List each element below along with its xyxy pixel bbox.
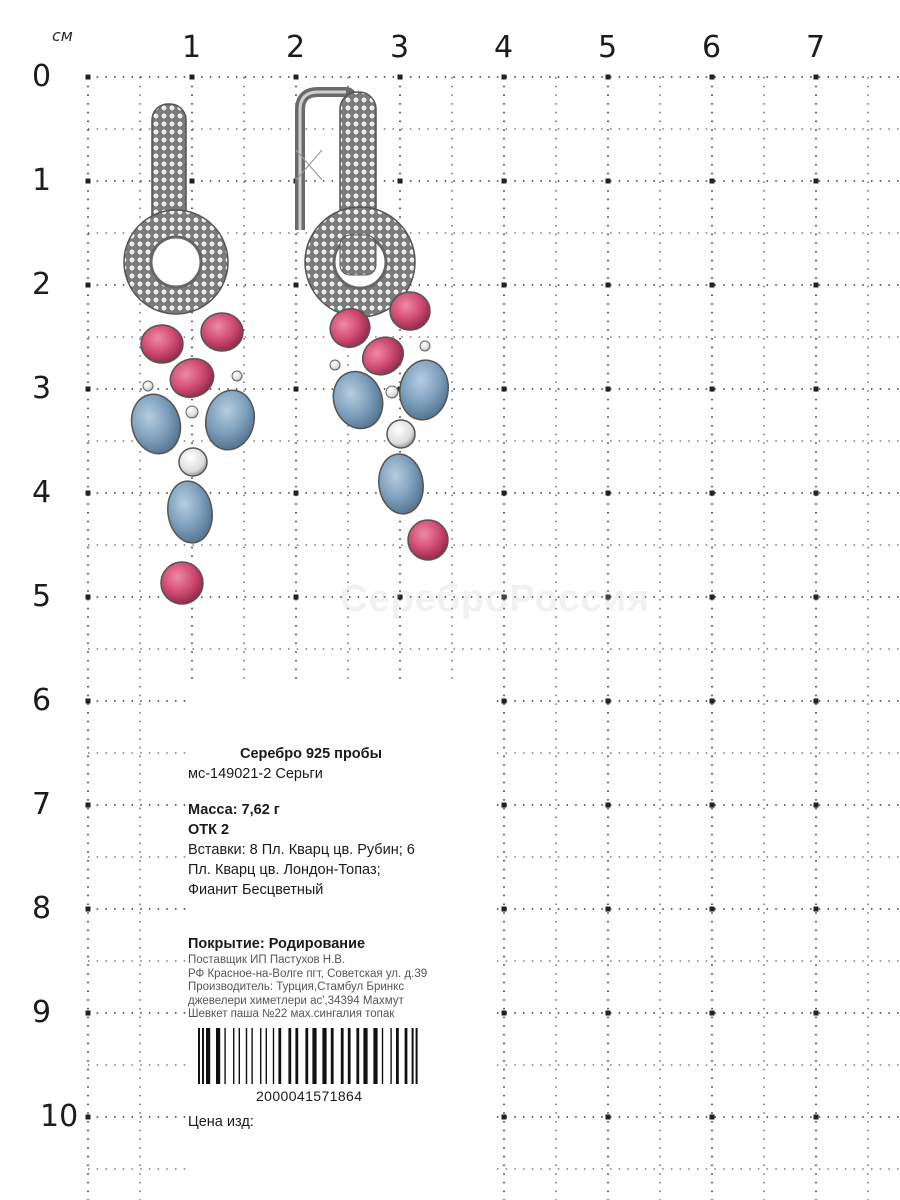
tag-otk: ОТК 2 [188,822,230,838]
y-axis-label: 0 [32,59,52,94]
y-axis-label: 8 [32,891,52,926]
barcode [194,1028,488,1106]
right-cz-stone [387,420,415,448]
x-axis-label: 4 [494,30,514,65]
right-earring [296,92,453,560]
left-topaz-stone-1 [125,389,187,459]
tag-price-label: Цена изд: [188,1113,254,1130]
y-axis-label: 10 [40,1099,79,1134]
barcode-number: 2000041571864 [256,1087,363,1104]
x-axis-label: 1 [182,30,202,65]
x-axis-label: 7 [806,30,826,65]
left-ruby-drop [161,562,203,604]
left-cz-stone [179,448,207,476]
right-ruby-drop [408,520,448,560]
x-axis-label: 6 [702,30,722,65]
right-ruby-stone-2 [390,292,430,330]
y-axis-label: 6 [32,683,52,718]
tag-supplier-line-2: РФ Красное-на-Волге пгт, Советская ул. д.39 [188,967,428,980]
tag-supplier-line-3: Производитель: Турция,Стамбул Бринкс [188,981,405,993]
tag-article: мс-149021-2 Серьги [188,766,323,782]
y-axis-label: 4 [32,475,52,510]
tag-supplier-line-4: джевелери химетлери ас',34394 Махмут [188,994,404,1007]
x-axis-label: 5 [598,30,618,65]
tag-mass: Масса: 7,62 г [188,802,280,818]
left-topaz-stone-3 [164,478,216,546]
right-topaz-stone-3 [375,451,427,517]
tag-supplier-line-1: Поставщик ИП Пастухов Н.В. [188,954,346,966]
tag-inserts-line-1: Вставки: 8 Пл. Кварц цв. Рубин; 6 [188,842,415,858]
right-topaz-stone-2 [395,356,453,423]
tag-coating: Покрытие: Родирование [188,936,366,952]
y-axis-label: 5 [32,579,52,614]
tag-inserts-line-3: Фианит Бесцветный [188,882,324,898]
tag-supplier-line-5: Шевкет паша №22 мах.сингалия топак [188,1008,395,1020]
x-axis-label: 3 [390,30,410,65]
x-axis-label: 2 [286,30,306,65]
tag-inserts-line-2: Пл. Кварц цв. Лондон-Топаз; [188,862,381,878]
product-tag [188,744,488,1132]
watermark-text: СереброРоссия [340,578,651,620]
y-axis-label: 7 [32,787,52,822]
tag-title: Серебро 925 пробы [240,746,382,762]
barcode-bars [194,1028,434,1084]
left-ruby-stone-1 [141,325,183,363]
unit-label: см [52,26,73,45]
left-ruby-stone-2 [201,313,243,351]
left-topaz-stone-2 [200,386,259,455]
y-axis-label: 1 [32,163,52,198]
y-axis-label: 3 [32,371,52,406]
y-axis-label: 2 [32,267,52,302]
y-axis-label: 9 [32,995,52,1030]
